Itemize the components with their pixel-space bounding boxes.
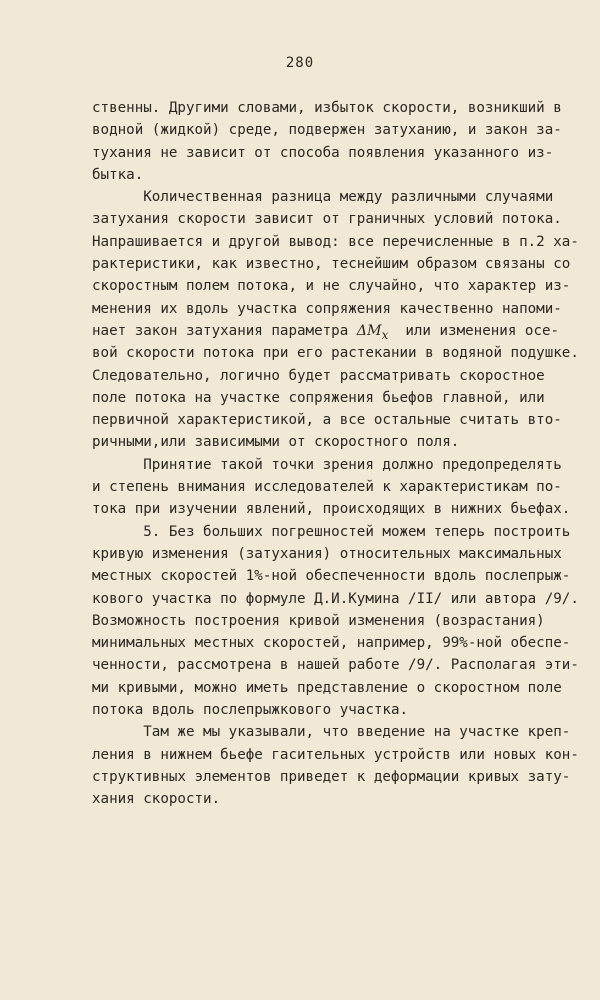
text-line: потока вдоль послепрыжкового участка. bbox=[92, 702, 409, 719]
page-number: 280 bbox=[285, 55, 315, 71]
text-line: и степень внимания исследователей к характеристикам по- bbox=[92, 479, 562, 496]
text-line: тока при изучении явлений, происходящих в нижних бьефах. bbox=[92, 501, 571, 518]
text-line: менения их вдоль участка сопряжения качественно напоми- bbox=[92, 300, 562, 317]
text-line: хания скорости. bbox=[92, 791, 221, 808]
formula-symbol: ΔM bbox=[356, 322, 382, 339]
text-line: вой скорости потока при его растекании в водяной подушке. bbox=[92, 345, 579, 362]
text-line: ления в нижнем бьефе гасительных устройств или новых кон- bbox=[92, 746, 579, 763]
text-line: первичной характеристикой, а все остальные считать вто- bbox=[92, 412, 562, 429]
text-line: структивных элементов приведет к деформации кривых зату- bbox=[92, 768, 571, 785]
text-line: бытка. bbox=[92, 166, 144, 183]
text-line: кового участка по формуле Д.И.Кумина /II/ или автора /9/. bbox=[92, 590, 579, 607]
body-text bbox=[92, 97, 579, 811]
formula-line bbox=[92, 320, 562, 342]
paragraph-5 bbox=[92, 721, 579, 810]
text-line: затухания скорости зависит от граничных условий потока. bbox=[92, 211, 562, 228]
text-line: ми кривыми, можно иметь представление о скоростном поле bbox=[92, 679, 562, 696]
text-line: ченности, рассмотрена в нашей работе /9/. Располагая эти- bbox=[92, 657, 579, 674]
text-line: Напрашивается и другой вывод: все перечисленные в п.2 ха- bbox=[92, 233, 579, 250]
text-line: Следовательно, логично будет рассматривать скоростное bbox=[92, 367, 545, 384]
text-line: тухания не зависит от способа появления указанного из- bbox=[92, 144, 554, 161]
text-line: минимальных местных скоростей, например, 99%-ной обеспе- bbox=[92, 635, 571, 652]
text-line: ричными,или зависимыми от скоростного поля. bbox=[92, 434, 460, 451]
paragraph-2 bbox=[92, 186, 579, 454]
text-line: водной (жидкой) среде, подвержен затуханию, и закон за- bbox=[92, 122, 562, 139]
formula-line-before: нает закон затухания параметра bbox=[92, 322, 357, 339]
paragraph-4 bbox=[92, 521, 579, 722]
text-line: Там же мы указывали, что введение на участке креп- bbox=[92, 724, 571, 741]
paragraph-3 bbox=[92, 454, 571, 521]
formula-line-after: или изменения осе- bbox=[388, 322, 560, 339]
text-line: местных скоростей 1%-ной обеспеченности вдоль послепрыж- bbox=[92, 568, 571, 585]
text-line: 5. Без больших погрешностей можем теперь построить bbox=[92, 523, 571, 540]
text-line: Возможность построения кривой изменения (возрастания) bbox=[92, 612, 545, 629]
text-line: кривую изменения (затухания) относительных максимальных bbox=[92, 545, 562, 562]
formula-subscript: x bbox=[381, 327, 389, 342]
text-line: ственны. Другими словами, избыток скорости, возникший в bbox=[92, 100, 562, 116]
formula-delta-m bbox=[356, 322, 389, 342]
text-line: поле потока на участке сопряжения бьефов главной, или bbox=[92, 389, 545, 406]
paragraph-1 bbox=[92, 97, 562, 186]
text-line: Принятие такой точки зрения должно предопределять bbox=[92, 456, 562, 473]
text-line: скоростным полем потока, и не случайно, что характер из- bbox=[92, 278, 571, 295]
text-line: Количественная разница между различными случаями bbox=[92, 189, 554, 206]
text-line: рактеристики, как известно, теснейшим образом связаны со bbox=[92, 256, 571, 273]
